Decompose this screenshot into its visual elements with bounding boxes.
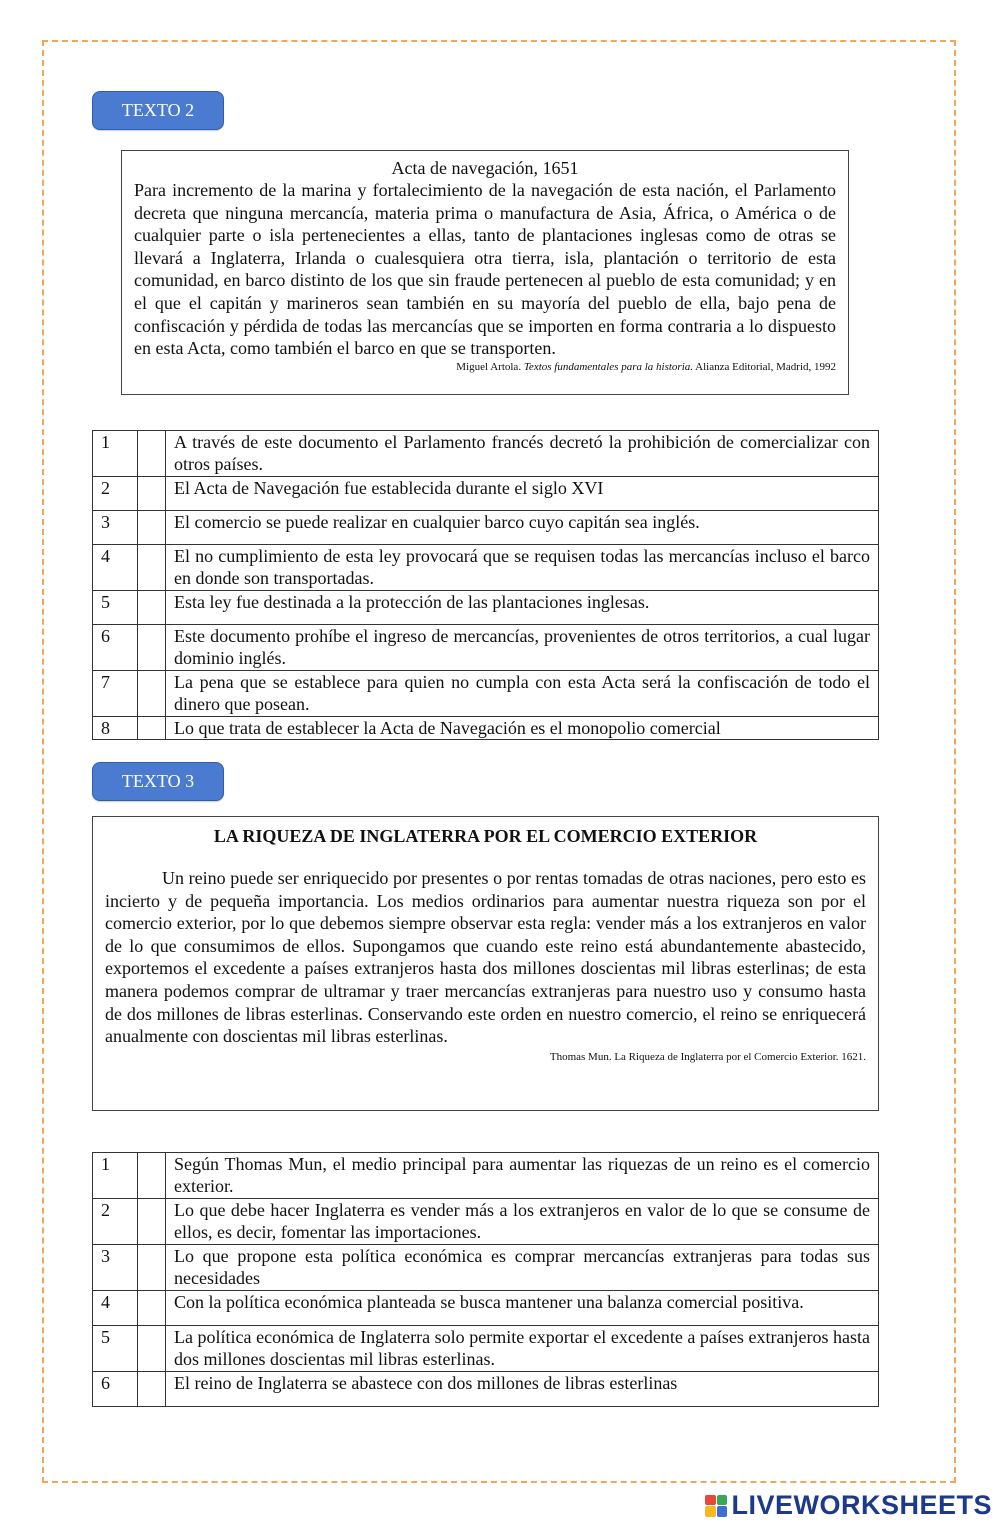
table-row	[93, 625, 879, 671]
table-row	[93, 1245, 879, 1291]
texto3-label-button[interactable]: TEXTO 3	[92, 762, 224, 801]
table-row	[93, 511, 879, 545]
row-number: 1	[93, 431, 138, 477]
texto3-document-box	[92, 816, 879, 1111]
statement-text: Este documento prohíbe el ingreso de mercancías, provenientes de otros territorios, a cual lugar dominio inglés.	[166, 625, 879, 671]
row-number: 5	[93, 591, 138, 625]
answer-cell[interactable]	[138, 1245, 166, 1291]
table-row	[93, 1326, 879, 1372]
statement-text: El reino de Inglaterra se abastece con dos millones de libras esterlinas	[166, 1372, 879, 1407]
statement-text: Con la política económica planteada se busca mantener una balanza comercial positiva.	[166, 1291, 879, 1326]
row-number: 7	[93, 671, 138, 717]
texto2-document-box	[121, 150, 849, 395]
texto2-document-source: Miguel Artola. Textos fundamentales para la historia. Alianza Editorial, Madrid, 1992	[456, 360, 836, 373]
liveworksheets-wordmark: LIVEWORKSHEETS	[731, 1490, 992, 1520]
answer-cell[interactable]	[138, 545, 166, 591]
row-number: 4	[93, 545, 138, 591]
row-number: 2	[93, 1199, 138, 1245]
answer-cell[interactable]	[138, 1291, 166, 1326]
row-number: 6	[93, 1372, 138, 1407]
row-number: 8	[93, 717, 138, 740]
texto2-document-title: Acta de navegación, 1651	[391, 158, 579, 178]
row-number: 3	[93, 1245, 138, 1291]
statement-text: A través de este documento el Parlamento francés decretó la prohibición de comercializar con otros países.	[166, 431, 879, 477]
answer-cell[interactable]	[138, 591, 166, 625]
statement-text: Lo que trata de establecer la Acta de Navegación es el monopolio comercial	[166, 717, 879, 740]
table-row	[93, 1291, 879, 1326]
texto2-statements-table	[92, 430, 879, 740]
table-row	[93, 591, 879, 625]
answer-cell[interactable]	[138, 1326, 166, 1372]
table-row	[93, 671, 879, 717]
row-number: 5	[93, 1326, 138, 1372]
table-row	[93, 1199, 879, 1245]
table-row	[93, 1372, 879, 1407]
statement-text: El comercio se puede realizar en cualquier barco cuyo capitán sea inglés.	[166, 511, 879, 545]
answer-cell[interactable]	[138, 625, 166, 671]
row-number: 6	[93, 625, 138, 671]
statement-text: Lo que debe hacer Inglaterra es vender más a los extranjeros en valor de lo que se consume de ellos, es decir, fomentar las importaciones.	[166, 1199, 879, 1245]
statement-text: El Acta de Navegación fue establecida durante el siglo XVI	[166, 477, 879, 511]
statement-text: El no cumplimiento de esta ley provocará que se requisen todas las mercancías incluso el barco en donde son transportadas.	[166, 545, 879, 591]
table-row	[93, 545, 879, 591]
answer-cell[interactable]	[138, 717, 166, 740]
table-row	[93, 717, 879, 740]
liveworksheets-mark-icon	[705, 1495, 727, 1517]
liveworksheets-logo[interactable]	[705, 1490, 992, 1521]
table-row	[93, 1153, 879, 1199]
statement-text: Lo que propone esta política económica es comprar mercancías extranjeras para todas sus necesidades	[166, 1245, 879, 1291]
row-number: 4	[93, 1291, 138, 1326]
texto3-statements-table	[92, 1152, 879, 1407]
table-row	[93, 477, 879, 511]
row-number: 3	[93, 511, 138, 545]
answer-cell[interactable]	[138, 431, 166, 477]
answer-cell[interactable]	[138, 1153, 166, 1199]
texto2-document-body: Para incremento de la marina y fortalecimiento de la navegación de esta nación, el Parlamento decreta que ninguna mercancía, materia prima o manufactura de Asia, África, o América o de cualquier parte o isla pertenecientes a ellas, tanto de plantaciones inglesas como de otras se llevará a Inglaterra, Irlanda o cualesquiera otra tierra, isla, plantación o territorio de esta comunidad, en barco distinto de los que sin fraude pertenecen al pueblo de esta comunidad; y en el que el capitán y marineros sean también en su mayoría del pueblo de ella, bajo pena de confiscación y pérdida de todas las mercancías que se importen en forma contraria a lo dispuesto en esta Acta, como también el barco en que se transporten.	[134, 180, 836, 359]
answer-cell[interactable]	[138, 1199, 166, 1245]
texto3-document-title: LA RIQUEZA DE INGLATERRA POR EL COMERCIO EXTERIOR	[213, 826, 758, 846]
texto3-document-source: Thomas Mun. La Riqueza de Inglaterra por el Comercio Exterior. 1621.	[549, 1050, 866, 1063]
texto3-document-body: Un reino puede ser enriquecido por presentes o por rentas tomadas de otras naciones, pero esto es incierto y de pequeña importancia. Los medios ordinarios para aumentar nuestra riqueza son por el comercio exterior, por lo que debemos siempre observar esta regla: vender más a los extranjeros en valor de lo que consumimos de ellos. Supongamos que cuando este reino está abundantemente abastecido, exportemos el excedente a países extranjeros hasta dos millones doscientas mil libras esterlinas; de esta manera podemos comprar de ultramar y traer mercancías extranjeras para nuestro uso y consumo hasta de dos millones de libras esterlinas. Conservando este orden en nuestro comercio, el reino se enriquecerá anualmente con doscientas mil libras esterlinas.	[105, 868, 866, 1047]
answer-cell[interactable]	[138, 511, 166, 545]
statement-text: La política económica de Inglaterra solo permite exportar el excedente a países extranjeros hasta dos millones doscientas mil libras esterlinas.	[166, 1326, 879, 1372]
answer-cell[interactable]	[138, 1372, 166, 1407]
statement-text: Esta ley fue destinada a la protección de las plantaciones inglesas.	[166, 591, 879, 625]
row-number: 1	[93, 1153, 138, 1199]
answer-cell[interactable]	[138, 671, 166, 717]
answer-cell[interactable]	[138, 477, 166, 511]
texto2-label-button[interactable]: TEXTO 2	[92, 91, 224, 130]
table-row	[93, 431, 879, 477]
statement-text: La pena que se establece para quien no cumpla con esta Acta será la confiscación de todo el dinero que posean.	[166, 671, 879, 717]
statement-text: Según Thomas Mun, el medio principal para aumentar las riquezas de un reino es el comercio exterior.	[166, 1153, 879, 1199]
row-number: 2	[93, 477, 138, 511]
